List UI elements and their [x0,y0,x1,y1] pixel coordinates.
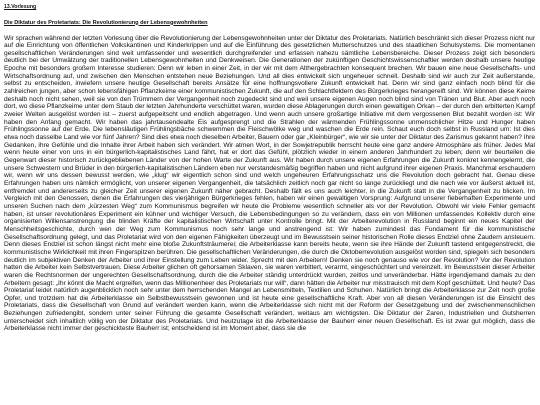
document-title: Die Diktatur des Proletariats: Die Revolutionierung der Lebensgewohnheiten [4,19,208,26]
lecture-number: 13.Vorlesung [4,4,37,10]
body-paragraph: Wir sprachen während der letzten Vorlesung über die Revolutionierung der Lebensgewohnheiten unter der Diktatur des Proletariats. Natürlich beschränkt sich dieser Prozess nicht nur auf die Einrichtung von öffentlichen Volkskantinen und Kinderkrippen und auf die Einführung des gesetzlichen Mutterschutzes und des staatlichen Schulsystems. Die momentanen gesellschaftlichen Veränderungen sind weit umfassender und wesentlich durchgreifender und erfassen nahezu sämtliche Lebensbereiche. Dieser Prozess zeigt sich besonders deutlich bei der Umwälzung der traditionellen Lebensgewohnheiten und Denkweisen. Die Generationen der zukünftigen Geschichtswissenschaftler werden deshalb unsere heutige Epoche mit besonders großem Interesse studieren: Denn wir leben in einer Zeit, in der wir mit dem Althergebrachten konsequent brechen. Wir bauen eine neue Gesellschafts- und Wirtschaftsordnung auf, und zwischen den Menschen entstehen neue Beziehungen. Und all dies entwickelt sich ungeheuer schnell. Deshalb sind wir auch zur Zeit außerstande, selbst zu entscheiden, inwiefern unsere heutige Gesellschaft bereits Ansätze für eine hoffnungsvollere Zukunft entwickelt hat. Denn wir sind ganz einfach noch blind für die zahlreichen jungen, aber schon lebensfähigen Pflanzkeime einer kommunistischen Zukunft, die auf den Schlachtfeldern des Bürgerkrieges herangereift sind. Wir können diese Keime deshalb noch nicht sehen, weil sie von den Trümmern der Vergangenheit noch zugedeckt sind und weil unsere eigenen Augen noch blind sind von Tränen und Blut. Aber auch noch dort, wo diese Pflanzkeime unter dem Staub der letzten Jahrhunderte verschüttet waren, wurden diese Ablagerungen durch einen gewaltigen Orkan – der durch den erbitterten Kampf zweier Welten ausgelöst worden ist – zuerst aufgepeitscht und endlich abgetragen. Und wenn auch unsere großartige Initiative mit dem vergossenen Blut bezahlt worden ist: Wir haben den Anfang gemacht. Wir haben das jahrtausendealte Eis aufgesprengt und die Strahlen der wärmenden Frühlingssonne unmenschlicher Hitze und Hunger haben Frühlingssonne auf der Erde. Die lebensläutigen Frühlingsbäche schwemmen die Fleischwölke weg und waschen die Erde rein. Schaut euch doch selbst in Russland um: Ist dies etwa noch dasselbe Land wie vor fünf Jahren? Sind dies etwa noch dieselben Arbeiter, Bauern oder gar „Kleinbürger“, wie wir sie unter der Diktatur des Zarismus gekannt haben? Ihre Gedanken, ihre Gefühle und die Inhalte ihrer Arbeit haben sich verändert. Wir atmen Wort, in der Sowjetrepublik herrscht heute eine ganz andere Atmosphäre als früher. Jedes Mal wenn heute einer von uns in ein bürgerlich-kapitalistisches Land fährt, hat er dort das Gefühl, plötzlich wieder in einem anderen Jahrhundert zu leben; denn wir beurteilen die Gegenwart dieser historisch zurückgebliebenen Länder von der hohen Warte der Zukunft aus. Wir haben durch unsere eigenen Erfahrungen die Zukunft konkret kennengelernt, die unsere Schwestern und Brüder in den bürgerlich-kapitalistischen Ländern eben nur verstandesmäßig begriffen haben und nicht aufgrund ihrer eigenen Praxis. Manchmal erschaudern wir, wenn wir uns dessen bewusst werden, wie „klug“ wir eigentlich schon sind und welch ungeheuren Erfahrungsschatz uns die Revolution doch gebracht hat. Genau diese Erfahrungen haben uns nämlich ermöglicht, von unserer eigenen Vergangenheit, die tatsächlich zeitlich noch gar nicht so lange zurückliegt und die nach wie vor äußerst aktuell ist, entfremdet und andererseits zu gleicher Zeit unserer eigenen Zukunft näher gebracht. Deshalb fällt es uns auch leichter, in die Zukunft statt in die Vergangenheit zu blicken. Im Vergleich mit den Genossen, denen die Erfahrungen des vierjährigen Bürgerkrieges fehlen, haben wir einen gewaltigen Vorsprung: Aufgrund unserer fieberhaften Experimente und unseren Suchen nach dem „kürzesten Weg“ zum Kommunismus begreifen wir heute die Probleme wesentlich schneller als vor der Revolution. Obwohl wir viele Fehler gemacht haben, ist unser revolutionäres Experiment ein kühner und wichtiger Versuch, die Lebensbedingungen so zu verändern, dass ein von Millionen umfassendes Kollektiv durch eine organisierten Willensanstrengung die blinden Kräfte der kapitalistischen Wirtschaft unter Kontrolle bringt. Mit der Arbeiterevolution in Russland beginnt ein neues Kapitel der Menschheitsgeschichte, durch wen der Weg zum Kommunismus noch sehr lange und anstrengend ist: Wir haben zumindest das Fundament für die kommunistische Gesellschaftsordnung gelegt, und das Proletariat wird von den eigenen Fähigkeiten überzeugt und im Bewusstsein seiner historischen Rolle dieses Endziel ohne Zaudern ansteuern. Denn dieses Endziel ist schon längst nicht mehr eine bloße Zukunftsträumerei; die Arbeiterklasse kann bereits heute, wenn sie ihre Hände der Zukunft tastend entgegenstreckt, die kommunistische Wirklichkeit mit ihren Fingerspitzen berühren. Die gesellschaftlichen Veränderungen, die durch die Oktoberrevolution ausgelöst worden sind, spiegeln sich besonders deutlich im subjektiven Denken der Arbeiter und ihrer Einstellung zum Leben wider. Sprecht mit den Arbeitern! Denken sie noch genauso wie vor der Revolution? Vor der Revolution hatten die Arbeiter kein Selbstvertrauen. Diese Arbeiter glichen oft gehorsamen Sklaven, sie waren verbittert, verarmt, eingeschüchtert und vereinzelt. Im Bewusstsein dieser Arbeiter waren die Rechtsnormen der ungerechten Gesellschaftsordnung, durch die die Arbeiter ständig unterdrückt wurden, zeitlos und unveränderbar. Hätte irgendjemand damals zu den Arbeitern gesagt: „Ihr könnt die Macht ergreifen, wenn das Millionenheer des Proletariats nur will“, dann hätten die Arbeiter nur misstrauisch mit dem Kopf geschüttelt. Und heute? Das Proletariat leidet natürlich augenblicklich noch sehr unter dem herrschenden Mangel an Lebensmitteln, Textilien und Schuhen. Natürlich bringt die Arbeiterklasse zur Zeit noch große Opfer, und trotzdem hat die Arbeiterklasse ein Selbstbewusstsein gewonnen und ist heute eine gesellschaftliche Kraft. Aber von all diesen Veränderungen ist die Einsicht des Proletariats, dass die Gesellschaft von Grund auf verändert werden kann, wenn die Arbeiterklasse sich nicht mit der Reform der Gesetzgebung und der zwischenmenschlichen Beziehungen zufriedengibt, sondern unter seiner Führung die gesamte Gesellschaft verändert, weitaus am wichtigsten. Die Diktatur der Zaren, Industriellen und Gutsherren unterscheidet sich inhaltlich völlig von der Diktatur des Proletariats. Und heutzutage ist die Arbeiterklasse der Bauherr einer neuen Gesellschaft. Es ist zwar gut möglich, dass die Arbeiterklasse nicht immer der geschickteste Bauherr ist; entscheidend ist im Moment aber, dass sie die [4,34,535,333]
